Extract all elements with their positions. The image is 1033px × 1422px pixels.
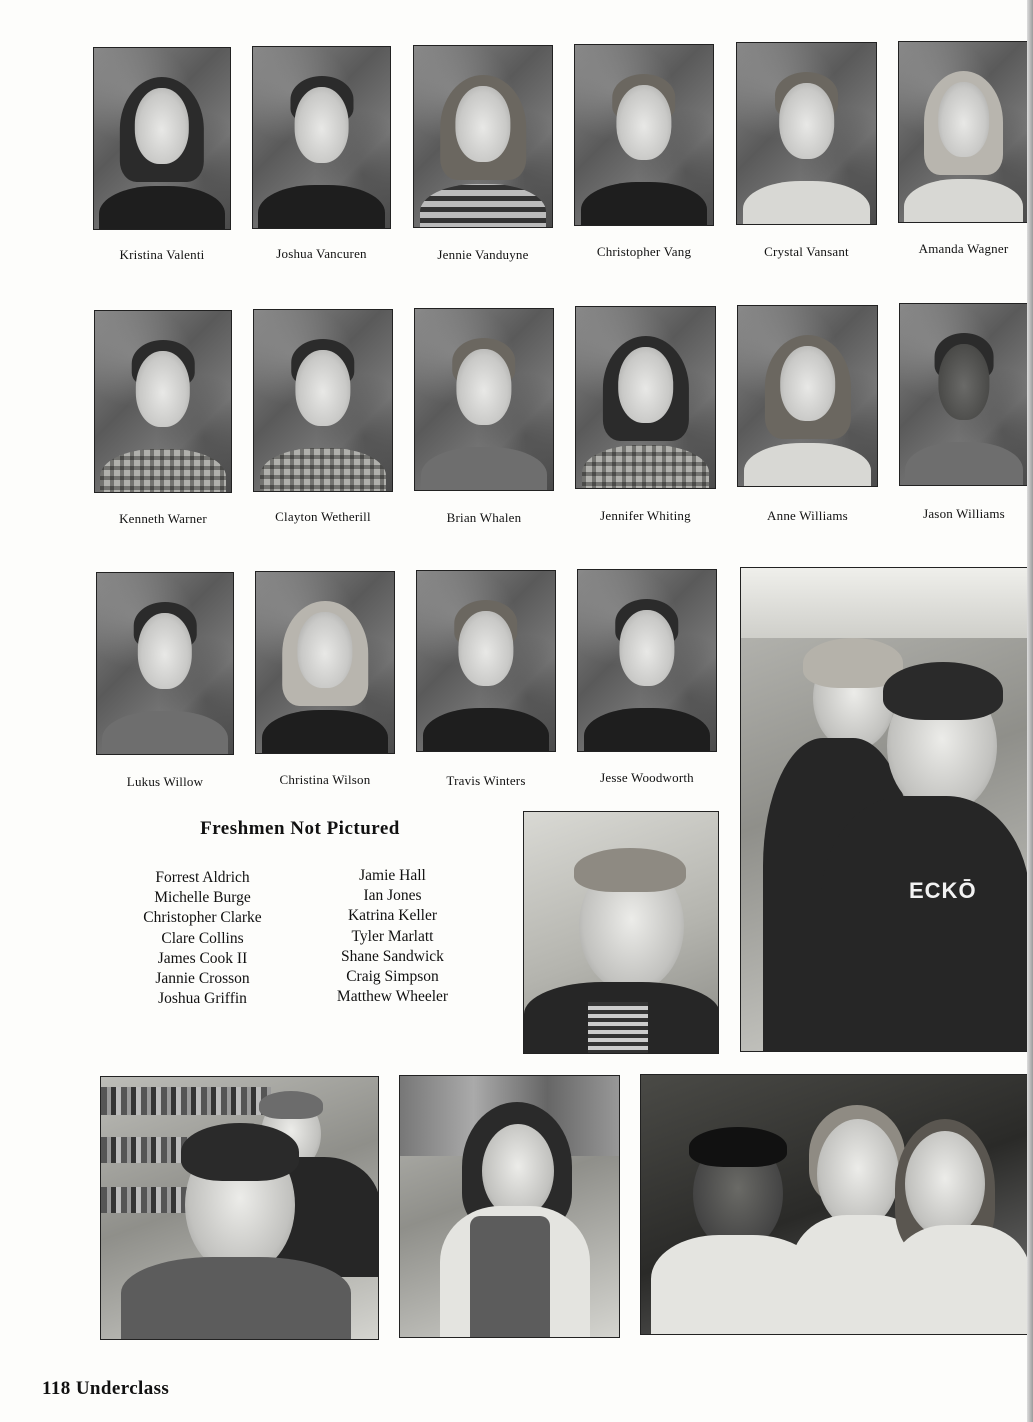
portrait-name: Brian Whalen (446, 510, 522, 525)
portrait-photo (414, 308, 554, 491)
portrait-name: Kenneth Warner (119, 511, 207, 526)
candid-photo-three-girls (640, 1074, 1029, 1335)
portrait-photo (413, 45, 553, 228)
shirt-brand-text: ECKŌ (909, 878, 977, 903)
not-pictured-name: Christopher Clarke (143, 909, 262, 927)
not-pictured-name: Craig Simpson (346, 968, 439, 986)
portrait-name: Crystal Vansant (764, 244, 849, 259)
portrait-photo (96, 572, 234, 755)
section-name: Underclass (75, 1378, 170, 1399)
candid-photo-student-map (523, 811, 719, 1054)
portrait-photo (899, 303, 1029, 486)
portrait-name: Jason Williams (923, 506, 1005, 521)
portrait-photo (898, 41, 1029, 223)
portrait-name: Christopher Vang (596, 244, 692, 259)
not-pictured-name: Jamie Hall (359, 867, 426, 884)
candid-photo-two-students (740, 567, 1029, 1052)
page-folio (42, 1378, 169, 1400)
portrait-photo (255, 571, 395, 754)
portrait-photo (736, 42, 877, 225)
candid-photo-girl-at-desk (399, 1075, 620, 1338)
not-pictured-name: James Cook II (157, 949, 248, 967)
portrait-photo (737, 305, 878, 487)
portrait-name: Travis Winters (446, 773, 526, 788)
portrait-name: Joshua Vancuren (276, 246, 367, 261)
not-pictured-name: Tyler Marlatt (351, 927, 434, 945)
candid-photo-library-students (100, 1076, 379, 1340)
portrait-name: Kristina Valenti (119, 247, 205, 262)
portrait-name: Jesse Woodworth (600, 770, 694, 785)
not-pictured-column-1 (120, 868, 285, 1009)
portrait-photo (93, 47, 231, 230)
not-pictured-title: Freshmen Not Pictured (200, 818, 400, 839)
portrait-photo (574, 44, 714, 226)
not-pictured-name: Joshua Griffin (158, 990, 247, 1008)
portrait-photo (416, 570, 556, 752)
not-pictured-name: Shane Sandwick (341, 947, 444, 965)
not-pictured-name: Matthew Wheeler (336, 988, 449, 1006)
portrait-name: Jennie Vanduyne (437, 247, 529, 262)
portrait-photo (253, 309, 393, 492)
not-pictured-name: Forrest Aldrich (155, 869, 250, 886)
portrait-name: Amanda Wagner (918, 241, 1009, 256)
not-pictured-name: Jannie Crosson (155, 970, 250, 988)
not-pictured-name: Ian Jones (363, 887, 422, 905)
portrait-photo (252, 46, 391, 229)
portrait-name: Clayton Wetherill (275, 509, 371, 524)
not-pictured-name: Katrina Keller (347, 907, 438, 925)
portrait-photo (94, 310, 232, 493)
portrait-name: Christina Wilson (279, 772, 371, 787)
portrait-name: Anne Williams (767, 508, 848, 523)
portrait-photo (577, 569, 717, 752)
portrait-name: Jennifer Whiting (600, 508, 691, 523)
portrait-photo (575, 306, 716, 489)
portrait-name: Lukus Willow (126, 774, 204, 789)
not-pictured-name: Michelle Burge (154, 889, 251, 907)
not-pictured-name: Clare Collins (161, 929, 244, 947)
not-pictured-column-2 (310, 866, 475, 1007)
page-edge (1027, 0, 1033, 1422)
page-number: 118 (42, 1378, 71, 1399)
